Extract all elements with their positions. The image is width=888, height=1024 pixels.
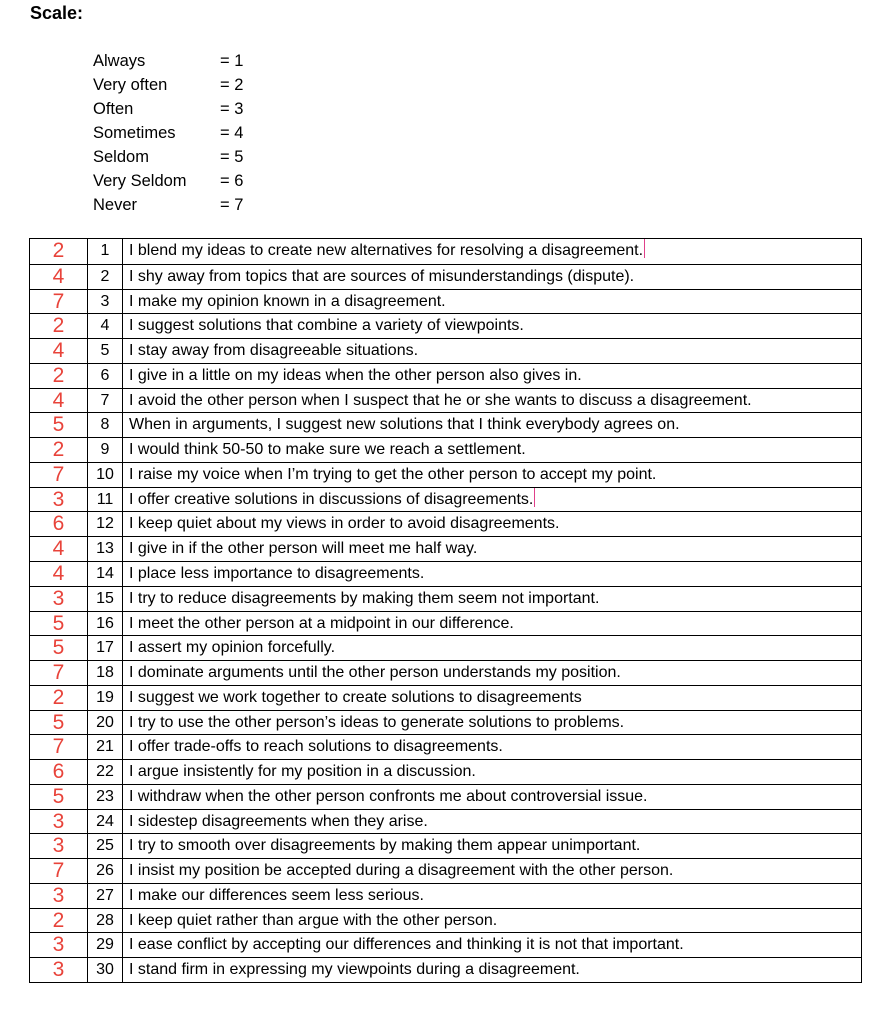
answer-value[interactable]: 4 xyxy=(52,388,65,412)
text-cursor xyxy=(534,488,535,507)
scale-value: = 7 xyxy=(220,195,244,214)
answer-value[interactable]: 2 xyxy=(52,363,65,387)
table-row xyxy=(30,759,861,785)
statement-text: I keep quiet about my views in order to avoid disagreements. xyxy=(129,515,560,533)
statement-text: I try to reduce disagreements by making them seem not important. xyxy=(129,589,600,607)
answer-value[interactable]: 7 xyxy=(52,289,65,313)
answer-value[interactable]: 6 xyxy=(52,512,65,536)
answer-value[interactable]: 2 xyxy=(52,239,65,262)
statement-text: I give in a little on my ideas when the other person also gives in. xyxy=(129,366,582,384)
scale-title: Scale: xyxy=(30,3,84,23)
scale-item xyxy=(93,193,243,217)
answer-value[interactable]: 3 xyxy=(52,809,65,833)
answer-value[interactable]: 6 xyxy=(52,760,65,784)
table-row xyxy=(30,908,861,934)
answer-value[interactable]: 5 xyxy=(52,784,65,808)
item-number: 7 xyxy=(87,389,123,414)
item-number: 15 xyxy=(87,587,123,612)
statement-text: I try to smooth over disagreements by making them appear unimportant. xyxy=(129,837,641,855)
scale-label: Often xyxy=(93,99,134,118)
table-row xyxy=(30,363,861,389)
statement-text: I stay away from disagreeable situations. xyxy=(129,342,419,360)
text-cursor xyxy=(644,239,645,258)
answer-value[interactable]: 4 xyxy=(52,264,65,288)
item-number: 28 xyxy=(87,909,123,934)
statement-text: I meet the other person at a midpoint in our difference. xyxy=(129,614,514,632)
answer-value[interactable]: 4 xyxy=(52,339,65,363)
item-number: 16 xyxy=(87,612,123,637)
statement-text: I withdraw when the other person confronts me about controversial issue. xyxy=(129,787,648,805)
scale-value: = 3 xyxy=(220,99,244,118)
answer-value[interactable]: 2 xyxy=(52,685,65,709)
table-row xyxy=(30,313,861,339)
answer-value[interactable]: 7 xyxy=(52,735,65,759)
answer-value[interactable]: 7 xyxy=(52,859,65,883)
statement-text: I offer trade-offs to reach solutions to disagreements. xyxy=(129,738,503,756)
statement-text: When in arguments, I suggest new solutions that I think everybody agrees on. xyxy=(129,416,680,434)
statement-text: I suggest solutions that combine a variety of viewpoints. xyxy=(129,317,524,335)
scale-legend xyxy=(93,49,243,217)
table-row xyxy=(30,412,861,438)
table-row xyxy=(30,388,861,414)
statement-text: I suggest we work together to create solutions to disagreements xyxy=(129,688,582,706)
item-number: 26 xyxy=(87,859,123,884)
item-number: 22 xyxy=(87,760,123,785)
scale-value: = 5 xyxy=(220,147,244,166)
item-number: 6 xyxy=(87,364,123,389)
scale-item xyxy=(93,121,243,145)
item-number: 20 xyxy=(87,711,123,736)
table-row xyxy=(30,264,861,290)
statement-text: I raise my voice when I’m trying to get the other person to accept my point. xyxy=(129,465,657,483)
item-number: 8 xyxy=(87,413,123,438)
table-row xyxy=(30,239,861,264)
item-number: 5 xyxy=(87,339,123,364)
table-row xyxy=(30,734,861,760)
item-number: 3 xyxy=(87,290,123,315)
item-number: 18 xyxy=(87,661,123,686)
answer-value[interactable]: 3 xyxy=(52,834,65,858)
table-row xyxy=(30,660,861,686)
answer-value[interactable]: 3 xyxy=(52,586,65,610)
item-number: 17 xyxy=(87,636,123,661)
statement-text: I blend my ideas to create new alternatives for resolving a disagreement. xyxy=(123,239,861,264)
answer-value[interactable]: 3 xyxy=(52,883,65,907)
scale-value: = 2 xyxy=(220,75,244,94)
item-number: 2 xyxy=(87,265,123,290)
item-number: 29 xyxy=(87,933,123,958)
scale-item xyxy=(93,169,243,193)
statement-text: I place less importance to disagreements. xyxy=(129,564,425,582)
table-row xyxy=(30,858,861,884)
item-number: 12 xyxy=(87,512,123,537)
survey-table xyxy=(29,238,862,983)
table-row xyxy=(30,536,861,562)
table-row xyxy=(30,635,861,661)
table-row xyxy=(30,611,861,637)
item-number: 10 xyxy=(87,463,123,488)
answer-value[interactable]: 3 xyxy=(52,958,65,982)
answer-value[interactable]: 4 xyxy=(52,537,65,561)
statement-text: I offer creative solutions in discussions of disagreements. xyxy=(123,488,861,513)
item-number: 13 xyxy=(87,537,123,562)
item-number: 27 xyxy=(87,884,123,909)
table-row xyxy=(30,710,861,736)
statement-text: I give in if the other person will meet me half way. xyxy=(129,540,478,558)
item-number: 21 xyxy=(87,735,123,760)
statement-text: I would think 50-50 to make sure we reach a settlement. xyxy=(129,441,526,459)
statement-text: I argue insistently for my position in a discussion. xyxy=(129,763,476,781)
statement-text: I sidestep disagreements when they arise. xyxy=(129,812,428,830)
table-row xyxy=(30,685,861,711)
scale-item xyxy=(93,73,243,97)
answer-value[interactable]: 2 xyxy=(52,314,65,338)
scale-label: Very often xyxy=(93,75,168,94)
scale-label: Sometimes xyxy=(93,123,176,142)
scale-item xyxy=(93,49,243,73)
answer-value[interactable]: 3 xyxy=(52,487,65,511)
answer-value[interactable]: 5 xyxy=(52,636,65,660)
item-number: 14 xyxy=(87,562,123,587)
answer-value[interactable]: 7 xyxy=(52,462,65,486)
answer-value[interactable]: 5 xyxy=(52,710,65,734)
answer-value[interactable]: 4 xyxy=(52,561,65,585)
statement-text: I make my opinion known in a disagreement. xyxy=(129,292,446,310)
table-row xyxy=(30,487,861,513)
table-row xyxy=(30,957,861,983)
answer-value[interactable]: 5 xyxy=(52,413,65,437)
scale-label: Always xyxy=(93,51,146,70)
statement-text: I avoid the other person when I suspect that he or she wants to discuss a disagreement. xyxy=(129,391,752,409)
scale-item xyxy=(93,97,243,121)
answer-value[interactable]: 2 xyxy=(52,908,65,932)
table-row xyxy=(30,462,861,488)
scale-value: = 4 xyxy=(220,123,244,142)
item-number: 24 xyxy=(87,810,123,835)
scale-item xyxy=(93,145,243,169)
item-number: 30 xyxy=(87,958,123,983)
table-row xyxy=(30,289,861,315)
table-row xyxy=(30,784,861,810)
table-row xyxy=(30,883,861,909)
scale-label: Never xyxy=(93,195,138,214)
table-row xyxy=(30,338,861,364)
item-number: 4 xyxy=(87,314,123,339)
statement-text: I dominate arguments until the other person understands my position. xyxy=(129,664,621,682)
statement-text: I ease conflict by accepting our differences and thinking it is not that important. xyxy=(129,936,684,954)
scale-value: = 1 xyxy=(220,51,244,70)
item-number: 23 xyxy=(87,785,123,810)
statement-text: I assert my opinion forcefully. xyxy=(129,639,336,657)
statement-text: I keep quiet rather than argue with the other person. xyxy=(129,911,498,929)
answer-value[interactable]: 7 xyxy=(52,661,65,685)
item-number: 19 xyxy=(87,686,123,711)
table-row xyxy=(30,809,861,835)
answer-value[interactable]: 3 xyxy=(52,933,65,957)
scale-label: Very Seldom xyxy=(93,171,187,190)
statement-text: I try to use the other person’s ideas to generate solutions to problems. xyxy=(129,713,625,731)
table-row xyxy=(30,833,861,859)
table-row xyxy=(30,586,861,612)
statement-text: I stand firm in expressing my viewpoints during a disagreement. xyxy=(129,961,580,979)
table-row xyxy=(30,511,861,537)
table-row xyxy=(30,932,861,958)
item-number: 11 xyxy=(87,488,123,513)
statement-text: I shy away from topics that are sources of misunderstandings (dispute). xyxy=(129,267,635,285)
item-number: 25 xyxy=(87,834,123,859)
scale-value: = 6 xyxy=(220,171,244,190)
table-row xyxy=(30,561,861,587)
item-number: 1 xyxy=(87,239,123,264)
answer-value[interactable]: 5 xyxy=(52,611,65,635)
item-number: 9 xyxy=(87,438,123,463)
answer-value[interactable]: 2 xyxy=(52,438,65,462)
table-row xyxy=(30,437,861,463)
statement-text: I insist my position be accepted during a disagreement with the other person. xyxy=(129,862,674,880)
scale-label: Seldom xyxy=(93,147,149,166)
statement-text: I make our differences seem less serious. xyxy=(129,886,424,904)
